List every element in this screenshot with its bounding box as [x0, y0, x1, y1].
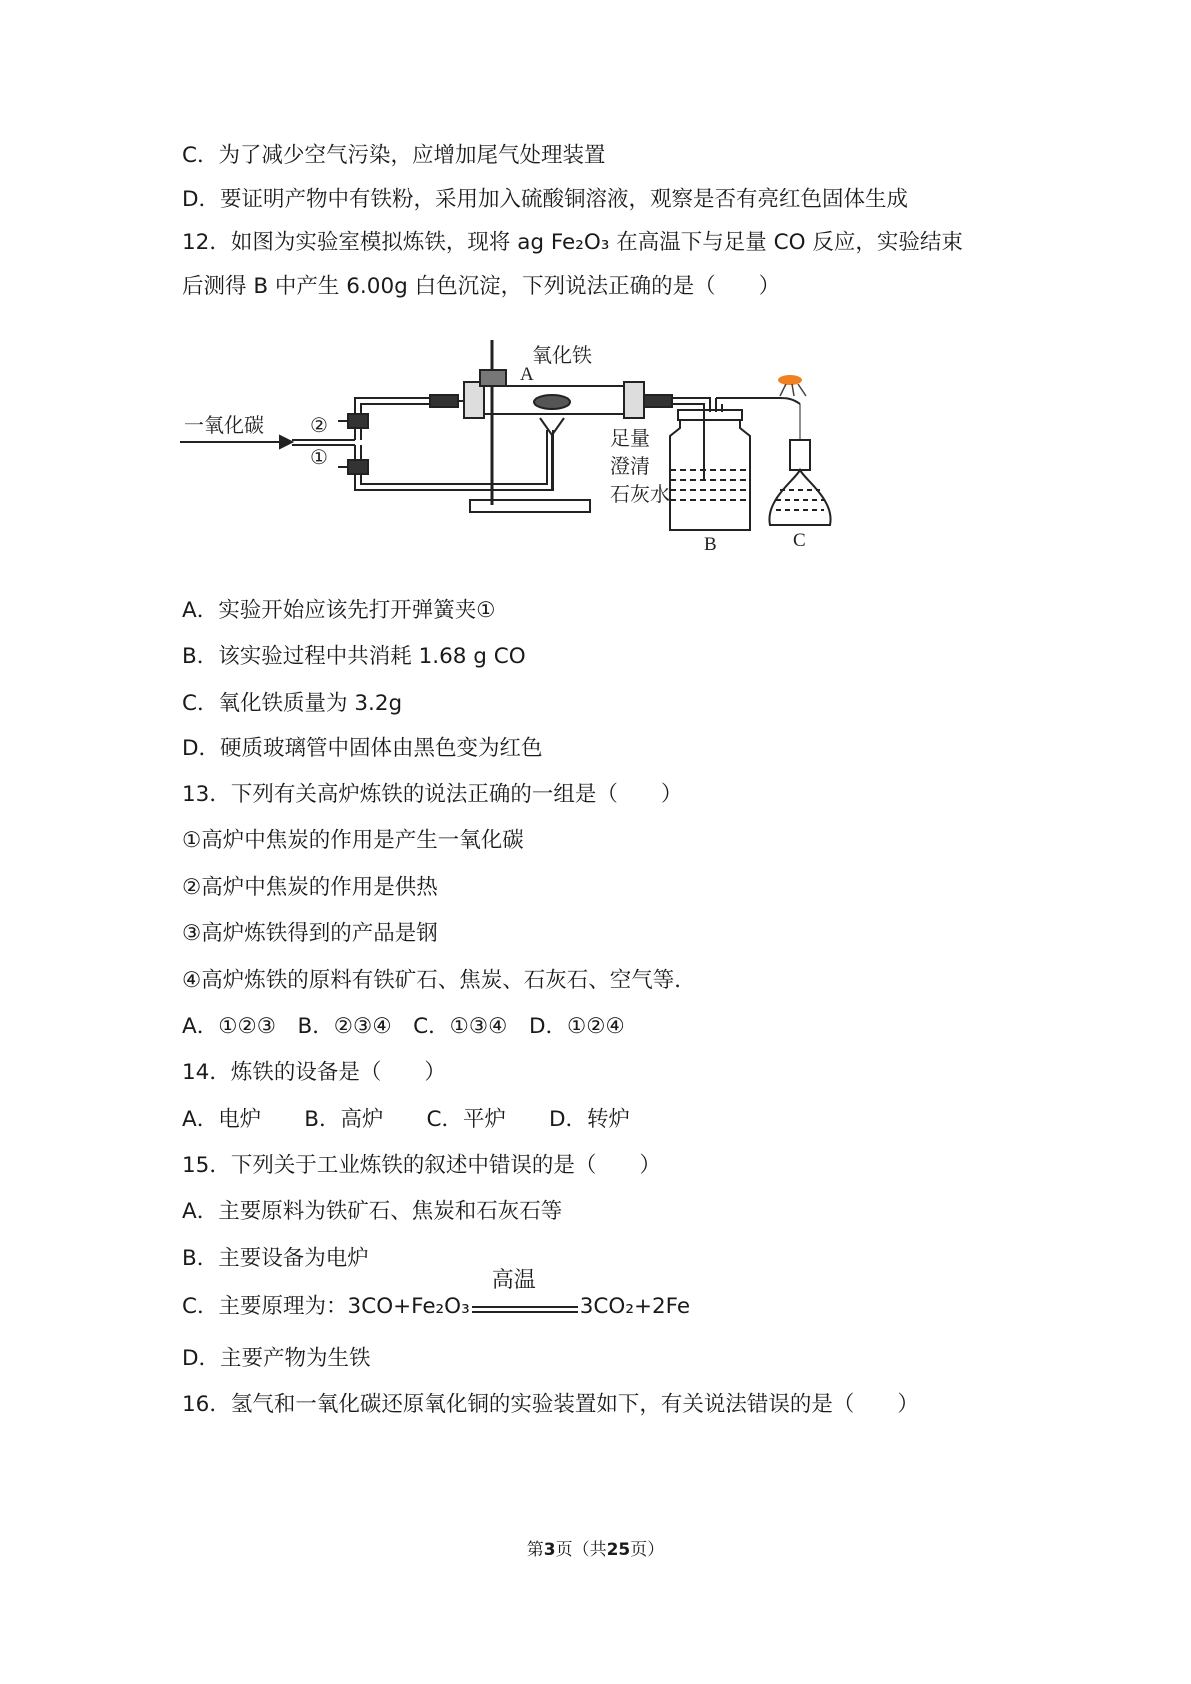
reaction-condition [470, 1268, 580, 1322]
equals-bar [472, 1311, 578, 1313]
question-15-option-b: B．主要设备为电炉 [182, 1246, 369, 1271]
question-12-option-d: D．硬质玻璃管中固体由黑色变为红色 [182, 736, 543, 761]
clip-label-2: ② [310, 413, 328, 437]
flame-icon [778, 375, 802, 385]
page-footer [0, 1538, 1191, 1562]
clamp-2 [348, 414, 368, 428]
question-16: 16．氢气和一氧化碳还原氧化铜的实验装置如下，有关说法错误的是（ ） [182, 1392, 919, 1417]
question-13-statement-3: ③高炉炼铁得到的产品是钢 [182, 921, 438, 946]
clamp-1 [348, 460, 368, 474]
question-13-options: A．①②③ B．②③④ C．①③④ D．①②④ [182, 1014, 625, 1039]
tube-label: 氧化铁 [532, 343, 592, 367]
iron-stand-base [470, 500, 590, 512]
question-12-option-b: B．该实验过程中共消耗 1.68 g CO [182, 644, 526, 669]
footer-suffix: 页） [630, 1540, 665, 1560]
gas-arrow-head [280, 436, 292, 448]
bottle-label-3: 石灰水 [610, 482, 670, 506]
footer-middle: 页（共 [555, 1540, 607, 1560]
question-15: 15．下列关于工业炼铁的叙述中错误的是（ ） [182, 1153, 661, 1178]
question-13-statement-4: ④高炉炼铁的原料有铁矿石、焦炭、石灰石、空气等． [182, 968, 696, 993]
question-15-option-d: D．主要产物为生铁 [182, 1346, 371, 1371]
tube-letter: A [520, 364, 534, 385]
bottle-letter: B [704, 534, 717, 555]
footer-total-pages: 25 [606, 1540, 631, 1560]
question-12-line1: 12．如图为实验室模拟炼铁，现将 ag Fe₂O₃ 在高温下与足量 CO 反应，实验结束 [182, 230, 963, 255]
condition-label: 高温 [491, 1268, 536, 1293]
equation-left: C．主要原理为：3CO+Fe₂O₃ [182, 1294, 470, 1319]
question-13-statement-2: ②高炉中焦炭的作用是供热 [182, 875, 438, 900]
bottle-label-1: 足量 [610, 426, 650, 450]
option-d: D．要证明产物中有铁粉，采用加入硫酸铜溶液，观察是否有亮红色固体生成 [182, 187, 909, 212]
equation-right: 3CO₂+2Fe [579, 1294, 691, 1319]
footer-prefix: 第 [526, 1540, 544, 1560]
limewater-bottle [670, 420, 750, 530]
question-12-option-c: C．氧化铁质量为 3.2g [182, 691, 403, 716]
clip-label-1: ① [310, 445, 328, 469]
ferric-oxide-pile [534, 395, 570, 409]
bottle-label-2: 澄清 [610, 454, 650, 478]
question-13-statement-1: ①高炉中焦炭的作用是产生一氧化碳 [182, 828, 524, 853]
question-12-option-a: A．实验开始应该先打开弹簧夹① [182, 598, 496, 623]
lamp-letter: C [793, 530, 806, 551]
equals-bar [472, 1306, 578, 1308]
footer-page-number: 3 [543, 1540, 556, 1560]
alcohol-lamp [769, 470, 830, 525]
option-c: C．为了减少空气污染，应增加尾气处理装置 [182, 143, 606, 168]
question-12-line2: 后测得 B 中产生 6.00g 白色沉淀，下列说法正确的是（ ） [182, 274, 781, 299]
question-15-option-c [182, 1268, 691, 1322]
question-15-option-a: A．主要原料为铁矿石、焦炭和石灰石等 [182, 1199, 563, 1224]
question-14-options: A．电炉 B．高炉 C．平炉 D．转炉 [182, 1107, 631, 1132]
gas-label: 一氧化碳 [184, 413, 264, 437]
question-13: 13．下列有关高炉炼铁的说法正确的一组是（ ） [182, 782, 683, 807]
ironmaking-apparatus-diagram [180, 340, 920, 560]
question-14: 14．炼铁的设备是（ ） [182, 1060, 446, 1085]
